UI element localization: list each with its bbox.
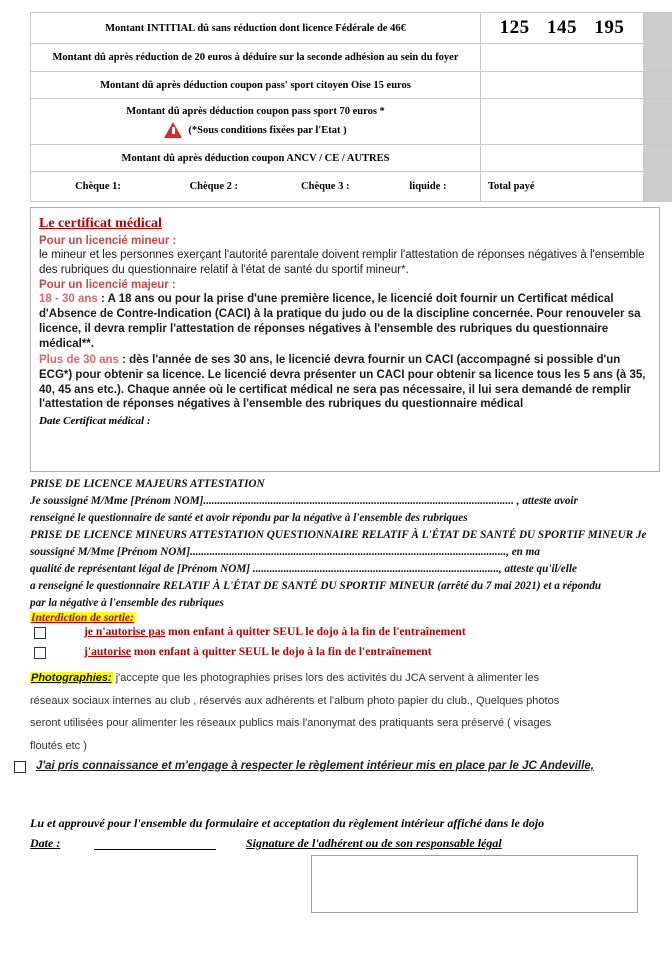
cheque-2-label[interactable]: Chèque 2 : — [189, 181, 238, 192]
amount-initial-values — [481, 13, 644, 44]
amount-passsport-oise-input[interactable] — [481, 72, 644, 99]
lu-approuve-block — [30, 816, 658, 851]
attestation-mineurs-line3[interactable]: soussigné M/Mme [Prénom NOM]................................................................................................................., en ma — [30, 546, 540, 559]
grey-cell — [644, 145, 672, 172]
grey-cell — [644, 44, 672, 72]
checkbox-allow-exit[interactable] — [34, 647, 46, 659]
authorisation-yes-rest: mon enfant à quitter SEUL le dojo à la fin de l'entraînement — [131, 645, 432, 658]
amount-reduction-20-input[interactable] — [481, 44, 644, 72]
table-row — [31, 72, 672, 99]
authorisation-no-rest: mon enfant à quitter SEUL le dojo à la fin de l'entraînement — [165, 625, 466, 638]
minor-licensee-heading: Pour un licencié mineur : — [39, 235, 177, 247]
amount-passsport-oise-label: Montant dû après déduction coupon pass' sport citoyen Oise 15 euros — [31, 72, 481, 99]
age-30-plus-paragraph — [39, 353, 651, 413]
grey-cell — [644, 172, 672, 202]
attestation-majeurs-line1[interactable]: Je soussigné M/Mme [Prénom NOM]............................................................................................................... , atteste avoir — [30, 495, 578, 508]
authorisation-row-no[interactable] — [34, 625, 466, 639]
attestation-mineurs-title: PRISE DE LICENCE MINEURS ATTESTATION QUESTIONNAIRE RELATIF À L'ÉTAT DE SANTÉ DU SPORTIF MINEUR Je — [30, 529, 647, 542]
attestation-mineurs-line6: par la négative à l'ensemble des rubriques — [30, 597, 224, 610]
photographies-line4: floutés etc ) — [30, 739, 87, 752]
age-18-30-text: : A 18 ans ou pour la prise d'une première licence, le licencié doit fournir un Certificat médical d'Absence de Contre-Indication (CACI) à la pratique du judo ou de la discipline concernée. Pour renouveler sa licence, il devra remplir l'attestation de réponses négatives à l'ensemble des rubriques du questionnaire médical**. — [39, 292, 641, 350]
amount-passsport-70-input[interactable] — [481, 99, 644, 145]
minor-licensee-text: le mineur et les personnes exerçant l'autorité parentale doivent remplir l'attestation de réponses négatives à l'ensemble des rubriques du questionnaire relatif à l'état de santé du sportif mineur*. — [39, 249, 645, 276]
amount-reduction-20-label: Montant dû après réduction de 20 euros à déduire sur la seconde adhésion au sein du foyer — [31, 44, 481, 72]
checkbox-no-exit[interactable] — [34, 627, 46, 639]
lu-approuve-statement: Lu et approuvé pour l'ensemble du formulaire et acceptation du règlement intérieur affiché dans le dojo — [30, 816, 545, 830]
major-licensee-heading: Pour un licencié majeur : — [39, 278, 176, 291]
date-label: Date : — [30, 836, 61, 850]
authorisation-yes-underlined: j'autorise — [84, 645, 132, 658]
payment-methods-cell — [31, 172, 481, 202]
age-30-plus-tag: Plus de 30 ans — [39, 353, 119, 366]
amount-option-125: 125 — [499, 17, 530, 38]
authorisation-no-text — [84, 625, 466, 638]
photographies-heading: Photographies: — [31, 672, 112, 684]
table-row — [31, 99, 672, 145]
photographies-line1: j'accepte que les photographies prises lors des activités du JCA servent à alimenter les — [112, 672, 540, 684]
checkbox-reglement-interieur[interactable] — [14, 761, 26, 773]
total-paid-label: Total payé — [481, 172, 644, 202]
reglement-text: J'ai pris connaissance et m'engage à respecter le règlement intérieur mis en place par le JC Andeville, — [36, 760, 594, 772]
authorisation-yes-text — [84, 645, 432, 658]
grey-cell — [644, 72, 672, 99]
authorisation-no-underlined: je n'autorise pas — [84, 625, 166, 638]
attestation-mineurs-line4[interactable]: qualité de représentant légal de [Prénom NOM] ........................................................................................, atteste qu'il/elle — [30, 563, 577, 576]
authorisation-row-yes[interactable] — [34, 645, 432, 659]
photographies-line2: réseaux sociaux internes au club , réservés aux adhérents et l'album photo papier du club., Quelques photos — [30, 694, 560, 707]
table-row — [31, 172, 672, 202]
age-30-plus-text: : dès l'année de ses 30 ans, le licencié devra fournir un CACI (accompagné si possible d'un ECG*) pour obtenir sa licence. Le licencié devra présenter un CACI pour obtenir sa licence tous les 5 ans (à 35, 40, 45 ans etc.). Chaque année où le certificat médical ne sera pas nécessaire, il lui sera demandé de remplir l'attestation de réponses négatives à l'ensemble des rubriques du questionnaire médical — [39, 353, 646, 411]
liquide-label[interactable]: liquide : — [409, 181, 447, 192]
attestation-block — [30, 476, 662, 612]
amount-passsport-70-label — [31, 99, 481, 145]
attestation-majeurs-line2: renseigné le questionnaire de santé et avoir répondu par la négative à l'ensemble des rubriques — [30, 512, 468, 525]
table-row — [31, 44, 672, 72]
photographies-block — [30, 667, 658, 757]
date-input[interactable] — [94, 836, 216, 850]
table-row — [31, 13, 672, 44]
interdiction-heading-wrap — [30, 608, 135, 626]
interdiction-heading: Interdiction de sortie: — [31, 612, 134, 624]
cheque-3-label[interactable]: Chèque 3 : — [301, 181, 350, 192]
payment-table — [30, 12, 672, 202]
amount-passsport-70-text: Montant dû après déduction coupon pass sport 70 euros * — [126, 105, 385, 117]
medical-certificate-box — [30, 207, 660, 472]
age-18-30-paragraph — [39, 292, 651, 352]
table-row — [31, 145, 672, 172]
warning-triangle-icon — [164, 122, 182, 138]
amount-option-195: 195 — [594, 17, 625, 38]
photographies-line3: seront utilisées pour alimenter les réseaux publics mais l'anonymat des pratiquants sera préservé ( visages — [30, 717, 552, 730]
certificate-date-label[interactable]: Date Certificat médical : — [39, 415, 151, 428]
amount-initial-label: Montant INTITIAL dû sans réduction dont licence Fédérale de 46€ — [31, 13, 481, 44]
cheque-1-label[interactable]: Chèque 1: — [75, 181, 121, 192]
amount-ancv-input[interactable] — [481, 145, 644, 172]
attestation-majeurs-title: PRISE DE LICENCE MAJEURS ATTESTATION — [30, 478, 265, 490]
medical-certificate-title: Le certificat médical — [39, 216, 162, 231]
amount-ancv-label: Montant dû après déduction coupon ANCV / CE / AUTRES — [31, 145, 481, 172]
grey-cell — [644, 13, 672, 44]
signature-input-box[interactable] — [311, 855, 638, 913]
reglement-row[interactable] — [14, 758, 662, 775]
amount-option-145: 145 — [546, 17, 577, 38]
amount-passsport-70-note: (*Sous conditions fixées par l'Etat ) — [188, 124, 347, 136]
age-18-30-tag: 18 - 30 ans — [39, 292, 98, 305]
grey-cell — [644, 99, 672, 145]
signature-label: Signature de l'adhérent ou de son responsable légal — [246, 836, 502, 850]
attestation-mineurs-line5: a renseigné le questionnaire RELATIF À L'ÉTAT DE SANTÉ DU SPORTIF MINEUR (arrêté du 7 mai 2021) et a répondu — [30, 580, 602, 593]
